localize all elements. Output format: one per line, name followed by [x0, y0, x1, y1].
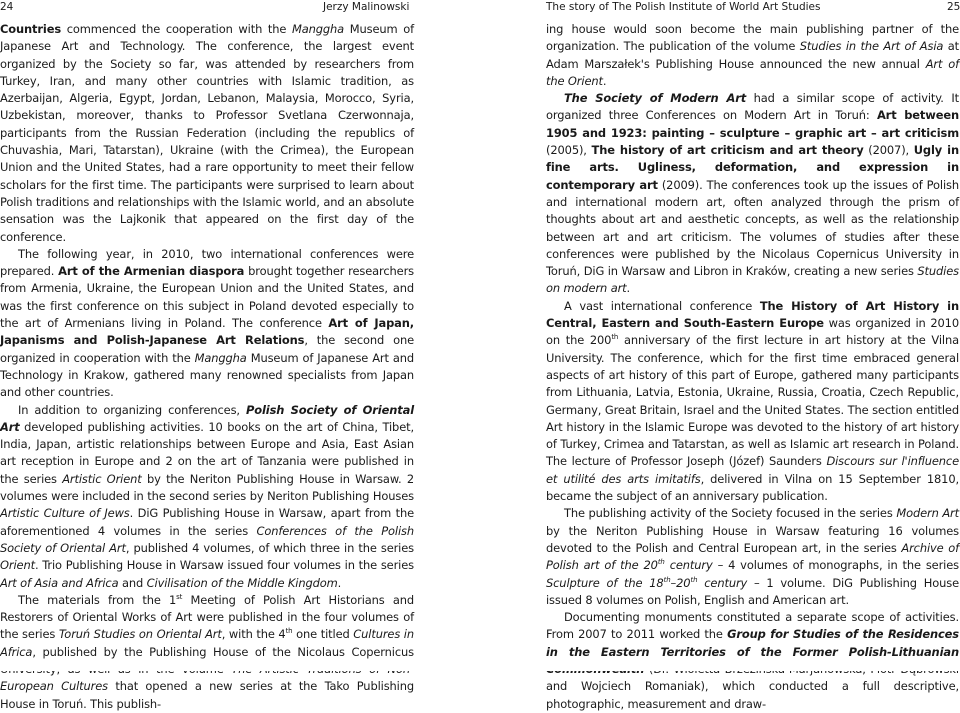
right-running-head: The story of The Polish Institute of World Art Studies	[546, 1, 821, 13]
left-page-body	[0, 21, 414, 713]
running-header	[0, 0, 960, 16]
paragraph: A vast international conference The History of Art History in Central, Eastern and South-Eastern Europe was organized in 2010 on the 200th anniversary of the first lecture in art history at the Vilna University. The conference, which for the first time embraced general aspects of art history of this part of Europe, gathered many participants from Lithuania, Latvia, Estonia, Ukraine, Russia, Croatia, Czech Republic, Germany, Great Britain, Israel and the United States. The section entitled Art history in the Islamic Europe was devoted to the history of art history of Turkey, Crimea and Tatarstan, as well as Islamic art research in Poland. The lecture of Professor Joseph (Józef) Saunders Discours sur l'influence et utilité des arts imitatifs, delivered in Vilna on 15 September 1810, became the subject of an anniversary publication.	[546, 298, 959, 504]
right-page-number: 25	[947, 1, 960, 13]
paragraph: Countries commenced the cooperation with the Manggha Museum of Japanese Art and Technology. The conference, the largest event organized by the Society so far, was attended by researchers from Turkey, Iran, and many other countries with Islamic tradition, as Azerbaijan, Algeria, Egypt, Jordan, Lebanon, Malaysia, Morocco, Syria, Uzbekistan, moreover, thanks to Professor Svetlana Czerwonnaja, participants from the Russian Federation (including the republics of Chuvashia, Mari, Tatarstan), Ukraine (with the Crimea), the European Union and the United States, had a rare opportunity to meet their fellow scholars for the first time. The participants were surprised to learn about Polish traditions and relationships with the Islamic world, and an absolute sensation was the Lajkonik that appeared on the first day of the conference.	[0, 22, 414, 244]
right-page-body	[546, 21, 959, 713]
left-page-number: 24	[0, 1, 14, 13]
paragraph: ing house would soon become the main publishing partner of the organization. The publication of the volume Studies in the Art of Asia at Adam Marszałek's Publishing House announced the new annual Art of the Orient.	[546, 22, 960, 88]
paragraph: The publishing activity of the Society focused in the series Modern Art by the Neriton Publishing House in Warsaw featuring 16 volumes devoted to the Polish and Central European art, in the series Archive of Polish art of the 20th century – 4 volumes of monographs, in the series Sculpture of the 18th–20th century – 1 volume. DiG Publishing House issued 8 volumes on Polish, English and American art.	[546, 506, 960, 607]
page-bottom-edge	[0, 663, 960, 671]
paragraph: Documenting monuments constituted a separate scope of activities. From 2007 to 2011 worked the Group for Studies of the Residences in the Eastern Territories of the Former Polish-Lithuanian and Wojciech Romaniak), which conducted a full descriptive, photographic, measurement and draw-	[546, 610, 959, 711]
paragraph: In addition to organizing conferences, Polish Society of Oriental Art developed publishing activities. 10 books on the art of China, Tibet, India, Japan, artistic relationships between Europe and Asia, East Asian art reception in Europe and 2 on the art of Tanzania were published in the series Artistic Orient by the Neriton Publishing House in Warsaw. 2 volumes were included in the second series by Neriton Publishing Houses Artistic Culture of Jews. DiG Publishing House in Warsaw, apart from the aforementioned 4 volumes in the series Conferences of the Polish Society of Oriental Art, published 4 volumes, of which three in the series Orient. Trio Publishing House in Warsaw issued four volumes in the series Art of Asia and Africa and Civilisation of the Middle Kingdom.	[0, 402, 415, 590]
paragraph: The Society of Modern Art had a similar scope of activity. It organized three Conferences on Modern Art in Toruń: Art between 1905 and 1923: painting – sculpture – graphic art – art criticism (2005), The history of art criticism and art theory (2007), Ugly in fine arts. Ugliness, deformation, and expression in contemporary art (2009). The conferences took up the issues of Polish and international modern art, often analyzed through the prism of thoughts about art and aesthetic concepts, as well as the relationship between art and art criticism. The volumes of studies after these conferences were published by the Nicolaus Copernicus University in Toruń, DiG in Warsaw and Libron in Kraków, creating a new series Studies on modern art.	[546, 91, 960, 296]
left-running-head: Jerzy Malinowski	[323, 1, 410, 13]
paragraph: The following year, in 2010, two international conferences were prepared. Art of the Armenian diaspora brought together researchers from Armenia, Ukraine, the European Union and the United States, and was the first conference on this subject in Poland devoted especially to the art of Armenians living in Poland. The conference Art of Japan, Japanisms and Polish-Japanese Art Relations, the second one organized in cooperation with the Manggha Museum of Japanese Art and Technology in Krakow, gathered many renowned specialists from Japan and other countries.	[0, 246, 415, 400]
paragraph: The materials from the 1st Meeting of Polish Art Historians and Restorers of Oriental Works of Art were published in the four volumes of the series Toruń Studies on Oriental Art, with the 4th one titled Cultures in Africa, published by the Publishing House of the Nicolaus Copernicus European Cultures that opened a new series at the Tako Publishing House in Toruń. This publish-	[0, 592, 415, 711]
